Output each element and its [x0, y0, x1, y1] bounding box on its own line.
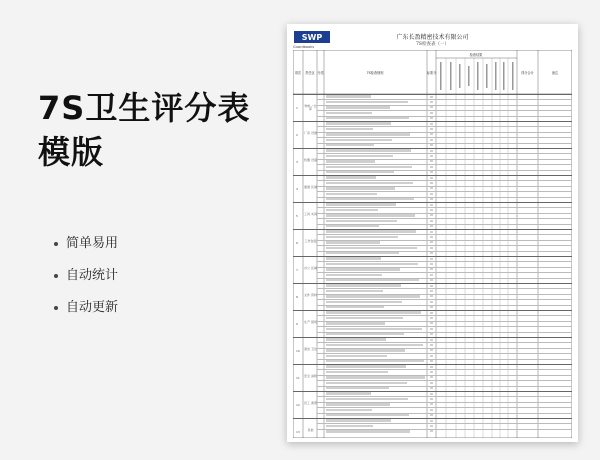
row-score: [430, 279, 433, 281]
row-text: [326, 252, 399, 254]
feature-item: 简单易用: [66, 230, 118, 262]
row-score: [430, 214, 433, 216]
row-text: [326, 392, 371, 394]
row-score: [430, 209, 433, 211]
row-text: [326, 382, 407, 384]
row-text: [326, 306, 384, 308]
svg-text:7S检查细则: 7S检查细则: [366, 71, 384, 75]
row-score: [430, 231, 433, 233]
row-score: [430, 117, 433, 119]
row-score: [430, 430, 433, 432]
row-score: [430, 252, 433, 254]
row-text: [326, 387, 389, 389]
area-label: 机器 设备: [304, 157, 317, 162]
row-score: [430, 371, 433, 373]
sheet-meta: Guardbooks: [293, 45, 315, 49]
row-score: [430, 425, 433, 427]
row-text: [326, 128, 373, 130]
svg-text:标准分: 标准分: [426, 71, 437, 75]
row-index: 4: [296, 187, 298, 191]
row-score: [430, 268, 433, 270]
svg-text:分类: 分类: [317, 71, 324, 75]
row-text: [326, 117, 409, 119]
row-score: [430, 166, 433, 168]
row-score: [430, 328, 433, 330]
row-text: [326, 106, 390, 108]
row-score: [430, 420, 433, 422]
row-score: [430, 106, 433, 108]
area-label: 厂房 设施: [304, 130, 317, 135]
row-score: [430, 171, 433, 173]
row-text: [326, 414, 409, 416]
row-text: [326, 290, 383, 292]
svg-text:检查结果: 检查结果: [469, 53, 483, 57]
row-text: [326, 371, 388, 373]
row-index: 1: [296, 106, 298, 110]
row-score: [430, 414, 433, 416]
row-text: [326, 139, 392, 141]
document-preview: [287, 24, 578, 442]
row-text: [326, 230, 416, 232]
row-text: [326, 209, 378, 211]
row-text: [326, 284, 401, 286]
sheet-subtitle: 7S检查表（一）: [416, 42, 449, 47]
row-text: [326, 203, 396, 205]
row-score: [430, 263, 433, 265]
row-score: [430, 258, 433, 260]
row-text: [326, 220, 397, 222]
row-text: [326, 193, 377, 195]
area-label: 其他: [307, 427, 314, 432]
row-text: [326, 376, 425, 378]
row-score: [430, 220, 433, 222]
row-text: [326, 166, 412, 168]
row-score: [430, 398, 433, 400]
row-text: [326, 247, 417, 249]
row-score: [430, 393, 433, 395]
row-text: [326, 425, 373, 427]
row-text: [326, 328, 422, 330]
svg-text:项次: 项次: [294, 71, 302, 75]
row-score: [430, 241, 433, 243]
row-score: [430, 193, 433, 195]
area-label: 安全 消防: [304, 373, 317, 378]
row-score: [430, 133, 433, 135]
row-text: [326, 160, 375, 162]
promo-panel: [0, 0, 282, 460]
row-text: [326, 236, 398, 238]
row-text: [326, 333, 404, 335]
row-text: [326, 301, 402, 303]
area-label: 工具 夹具: [304, 211, 317, 216]
row-text: [326, 257, 381, 259]
area-label: 员工 素养: [304, 400, 317, 405]
row-text: [326, 95, 371, 97]
area-label: 通道 区域: [304, 184, 317, 189]
row-score: [430, 177, 433, 179]
row-text: [326, 317, 403, 319]
svg-text:备注: 备注: [551, 71, 559, 75]
row-index: 11: [296, 376, 300, 380]
row-score: [430, 123, 433, 125]
svg-text:SWP: SWP: [301, 33, 323, 42]
area-label: 生产 现场: [304, 319, 317, 324]
row-text: [326, 171, 394, 173]
row-score: [430, 360, 433, 362]
row-text: [326, 198, 414, 200]
row-index: 9: [296, 322, 298, 326]
row-index: 2: [296, 133, 298, 137]
row-score: [430, 317, 433, 319]
row-index: 7: [296, 268, 298, 272]
row-score: [430, 150, 433, 152]
row-text: [326, 155, 393, 157]
row-score: [430, 322, 433, 324]
row-text: [326, 133, 410, 135]
row-text: [326, 322, 385, 324]
svg-text:责任区: 责任区: [305, 71, 315, 75]
row-text: [326, 176, 376, 178]
row-text: [326, 349, 405, 351]
row-score: [430, 301, 433, 303]
row-index: 5: [296, 214, 298, 218]
row-score: [430, 160, 433, 162]
row-score: [430, 204, 433, 206]
row-text: [326, 274, 382, 276]
company-name: 广东长盈精密技术有限公司: [396, 34, 469, 41]
row-text: [326, 144, 374, 146]
row-score: [430, 339, 433, 341]
row-text: [326, 279, 419, 281]
promo-title: 7S卫生评分表模版: [38, 89, 251, 171]
row-score: [430, 344, 433, 346]
row-text: [326, 338, 386, 340]
svg-text:得分合计: 得分合计: [521, 71, 534, 75]
area-label: 工作台面: [304, 238, 317, 243]
row-score: [430, 128, 433, 130]
row-index: 8: [296, 295, 298, 299]
row-score: [430, 403, 433, 405]
row-score: [430, 225, 433, 227]
row-score: [430, 295, 433, 297]
row-score: [430, 382, 433, 384]
row-text: [326, 225, 379, 227]
row-score: [430, 306, 433, 308]
row-text: [326, 268, 400, 270]
row-score: [430, 182, 433, 184]
row-score: [430, 376, 433, 378]
area-label: 清洁 卫生: [304, 346, 317, 351]
row-text: [326, 149, 411, 151]
row-text: [326, 295, 420, 297]
row-text: [326, 365, 406, 367]
row-score: [430, 112, 433, 114]
row-text: [326, 403, 390, 405]
row-score: [430, 155, 433, 157]
area-label: 文件 资料: [304, 292, 317, 297]
row-score: [430, 409, 433, 411]
row-text: [326, 263, 418, 265]
row-text: [326, 101, 408, 103]
row-score: [430, 96, 433, 98]
row-text: [326, 419, 391, 421]
row-index: 10: [296, 349, 300, 353]
row-text: [326, 214, 415, 216]
row-score: [430, 236, 433, 238]
row-score: [430, 312, 433, 314]
row-index: 6: [296, 241, 298, 245]
row-text: [326, 409, 372, 411]
feature-item: 自动统计: [66, 262, 118, 294]
row-text: [326, 187, 395, 189]
row-text: [326, 182, 413, 184]
row-text: [326, 430, 410, 432]
row-score: [430, 274, 433, 276]
row-score: [430, 290, 433, 292]
area-label: 办公 区域: [304, 265, 317, 270]
row-text: [326, 112, 372, 114]
row-text: [326, 360, 424, 362]
row-score: [430, 366, 433, 368]
row-score: [430, 247, 433, 249]
row-score: [430, 144, 433, 146]
row-text: [326, 398, 408, 400]
row-text: [326, 344, 423, 346]
row-score: [430, 285, 433, 287]
feature-list: [66, 230, 118, 326]
row-index: 12: [296, 403, 300, 407]
row-score: [430, 349, 433, 351]
row-text: [326, 355, 387, 357]
row-index: 13: [296, 430, 300, 434]
row-score: [430, 355, 433, 357]
row-score: [430, 198, 433, 200]
area-label: 物料 / 仓库: [304, 103, 317, 112]
row-score: [430, 139, 433, 141]
row-score: [430, 387, 433, 389]
row-text: [326, 311, 421, 313]
row-text: [326, 241, 380, 243]
feature-item: 自动更新: [66, 294, 118, 326]
row-score: [430, 101, 433, 103]
row-score: [430, 187, 433, 189]
row-text: [326, 122, 391, 124]
row-score: [430, 333, 433, 335]
row-index: 3: [296, 160, 298, 164]
